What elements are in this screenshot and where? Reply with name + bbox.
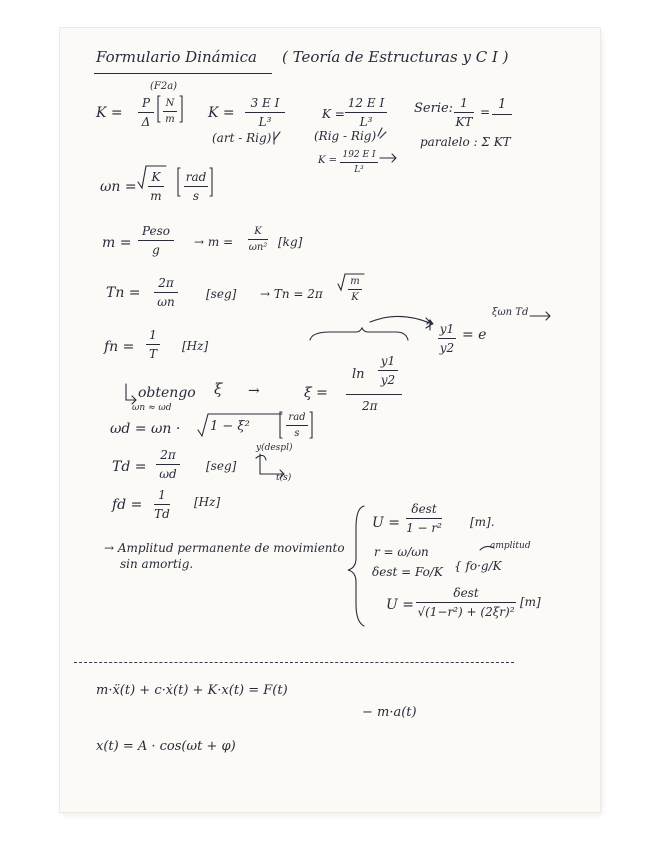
f0-note: { fo·g/K — [454, 559, 502, 573]
u2-den: √(1−r²) + (2ξr)² — [417, 605, 515, 619]
damping-num: y1 — [380, 354, 396, 368]
damping-ln: ln — [352, 367, 365, 382]
k-art-label: (art - Rig) — [212, 131, 272, 145]
td-lhs: Td = — [112, 459, 147, 475]
wn-den: m — [150, 189, 162, 203]
mass-den-2: ωn² — [248, 242, 268, 253]
td-axis-x: t(s) — [276, 473, 292, 483]
wn-lhs: ωn = — [100, 179, 137, 195]
period-den: ωn — [157, 295, 175, 309]
k-art-den: L³ — [258, 115, 272, 129]
amplitude-label-1: → Amplitud permanente de movimiento — [104, 541, 345, 555]
fd-unit: [Hz] — [194, 495, 221, 509]
serie-den: KT — [455, 115, 473, 129]
damping-bottom: 2π — [362, 399, 378, 413]
serie-label: Serie: — [414, 101, 454, 116]
serie-rhs: 1 — [498, 97, 507, 112]
damping-den: y2 — [380, 373, 396, 387]
amplitud-note: amplitud — [490, 541, 531, 551]
mass-den: g — [152, 243, 160, 257]
motion-solution: x(t) = A · cos(ωt + φ) — [96, 739, 236, 754]
motion-rhs: − m·a(t) — [362, 705, 417, 720]
fd-den: Td — [154, 507, 170, 521]
k-cant-den: L³ — [354, 165, 364, 175]
mass-num-2: K — [254, 226, 262, 237]
damping-xi: ξ — [214, 380, 223, 398]
k-def-unit-num: N — [165, 98, 175, 109]
title-paren: ( Teoría de Estructuras y C I ) — [282, 48, 509, 66]
u1-lhs: U = — [372, 515, 400, 531]
k-art-lhs: K = — [208, 105, 235, 121]
k-def-den: Δ — [141, 115, 151, 129]
wd-unit-den: s — [294, 428, 300, 439]
k-rig-label: (Rig - Rig) — [314, 129, 377, 143]
damping-arrow: → — [248, 383, 260, 399]
mass-arrow: → m = — [194, 235, 234, 249]
decrement-eq: = e — [462, 327, 487, 343]
period-root-den: K — [351, 292, 359, 303]
period-arrow: → Tn = 2π — [260, 287, 323, 301]
wn-num: K — [151, 170, 161, 184]
u2-num: δest — [453, 586, 479, 600]
serie-num: 1 — [460, 96, 468, 110]
decorative-strokes — [60, 28, 600, 812]
damping-xi-eq: ξ = — [304, 385, 328, 401]
td-num: 2π — [160, 448, 176, 462]
period-num: 2π — [158, 276, 174, 290]
period-unit: [seg] — [206, 287, 237, 301]
serie-eq: = — [480, 105, 491, 119]
td-den: ωd — [159, 467, 177, 481]
wd-root: 1 − ξ² — [210, 419, 250, 434]
mass-unit: [kg] — [278, 235, 303, 249]
mass-num: Peso — [141, 224, 171, 238]
fd-num: 1 — [158, 488, 166, 502]
mass-lhs: m = — [102, 235, 132, 251]
td-unit: [seg] — [206, 459, 237, 473]
freq-den: T — [148, 347, 157, 361]
freq-unit: [Hz] — [182, 339, 209, 353]
paralelo-label: paralelo : Σ KT — [420, 135, 511, 149]
u1-unit: [m]. — [470, 515, 495, 529]
k-art-num: 3 E I — [250, 96, 280, 110]
freq-num: 1 — [149, 328, 157, 342]
period-lhs: Tn = — [106, 285, 141, 301]
k-cant-lhs: K = — [318, 155, 338, 166]
k-cant-num: 192 E I — [342, 150, 376, 160]
motion-equation: m·ẍ(t) + c·ẋ(t) + K·x(t) = F(t) — [96, 683, 288, 698]
period-root-num: m — [350, 276, 360, 287]
k-rig-den: L³ — [359, 115, 373, 129]
paper-sheet — [60, 28, 600, 812]
k-rig-lhs: K = — [322, 107, 345, 121]
damping-obtengo: obtengo — [138, 385, 196, 401]
td-axis-y: y(despl) — [256, 443, 293, 453]
k-def-unit-den: m — [165, 114, 175, 125]
u1-num: δest — [411, 502, 437, 516]
u1-den: 1 − r² — [406, 521, 442, 535]
u2-lhs: U = — [386, 597, 414, 613]
wn-unit-num: rad — [185, 170, 207, 184]
k-rig-num: 12 E I — [347, 96, 385, 110]
damping-sub: ωn ≈ ωd — [132, 403, 172, 413]
wd-unit-num: rad — [288, 412, 306, 423]
wd-lhs: ωd = ωn · — [110, 421, 181, 437]
decrement-den: y2 — [439, 341, 455, 355]
dest-def: δest = Fo/K — [372, 565, 443, 579]
u2-unit: [m] — [520, 595, 541, 609]
fd-lhs: fd = — [112, 497, 143, 513]
title-main: Formulario Dinámica — [96, 48, 257, 66]
amplitude-label-2: sin amortig. — [120, 557, 194, 571]
freq-lhs: fn = — [104, 339, 135, 355]
wn-unit-den: s — [192, 189, 200, 203]
decrement-exp: ξωn Td — [492, 307, 529, 318]
k-def-num: P — [141, 96, 151, 110]
stiffness-note: (F2a) — [150, 81, 178, 92]
decrement-num: y1 — [439, 322, 455, 336]
r-def: r = ω/ωn — [374, 545, 429, 559]
k-def-lhs: K = — [96, 105, 123, 121]
